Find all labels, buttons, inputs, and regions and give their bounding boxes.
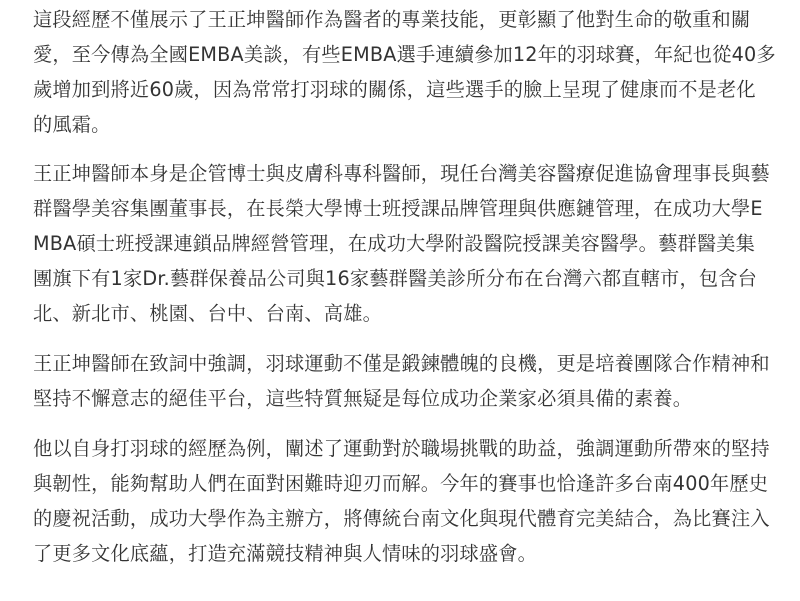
paragraph-3-line-2: 堅持不懈意志的絕佳平台，這些特質無疑是每位成功企業家必須具備的素養。 xyxy=(33,387,693,410)
paragraph-1-line-3: 歲增加到將近60歲，因為常常打羽球的關係，這些選手的臉上呈現了健康而不是老化 xyxy=(33,78,756,101)
paragraph-4-line-4: 了更多文化底蘊，打造充滿競技精神與人情味的羽球盛會。 xyxy=(33,542,538,565)
paragraph-2-line-1: 王正坤醫師本身是企管博士與皮膚科專科醫師，現任台灣美容醫療促進協會理事長與藝 xyxy=(33,162,770,185)
paragraph-2-line-2: 群醫學美容集團董事長，在長榮大學博士班授課品牌管理與供應鏈管理，在成功大學E xyxy=(33,197,763,220)
paragraph-3-line-1: 王正坤醫師在致詞中強調，羽球運動不僅是鍛鍊體魄的良機，更是培養團隊合作精神和 xyxy=(33,352,770,375)
paragraph-2-line-4: 團旗下有1家Dr.藝群保養品公司與16家藝群醫美診所分布在台灣六都直轄市，包含台 xyxy=(33,267,757,290)
paragraph-1-line-2: 愛，至今傳為全國EMBA美談，有些EMBA選手連續參加12年的羽球賽，年紀也從40多 xyxy=(33,43,776,66)
paragraph-1-line-4: 的風霜。 xyxy=(33,113,111,136)
paragraph-4-line-1: 他以自身打羽球的經歷為例，闡述了運動對於職場挑戰的助益，強調運動所帶來的堅持 xyxy=(33,437,770,460)
paragraph-2-line-3: MBA碩士班授課連鎖品牌經營管理，在成功大學附設醫院授課美容醫學。藝群醫美集 xyxy=(33,232,756,255)
paragraph-4-line-2: 與韌性，能夠幫助人們在面對困難時迎刃而解。今年的賽事也恰逢許多台南400年歷史 xyxy=(33,472,769,495)
paragraph-4-line-3: 的慶祝活動，成功大學作為主辦方，將傳統台南文化與現代體育完美結合，為比賽注入 xyxy=(33,507,770,530)
paragraph-1-line-1: 這段經歷不僅展示了王正坤醫師作為醫者的專業技能，更彰顯了他對生命的敬重和關 xyxy=(33,8,751,31)
paragraph-2-line-5: 北、新北市、桃園、台中、台南、高雄。 xyxy=(33,302,382,325)
